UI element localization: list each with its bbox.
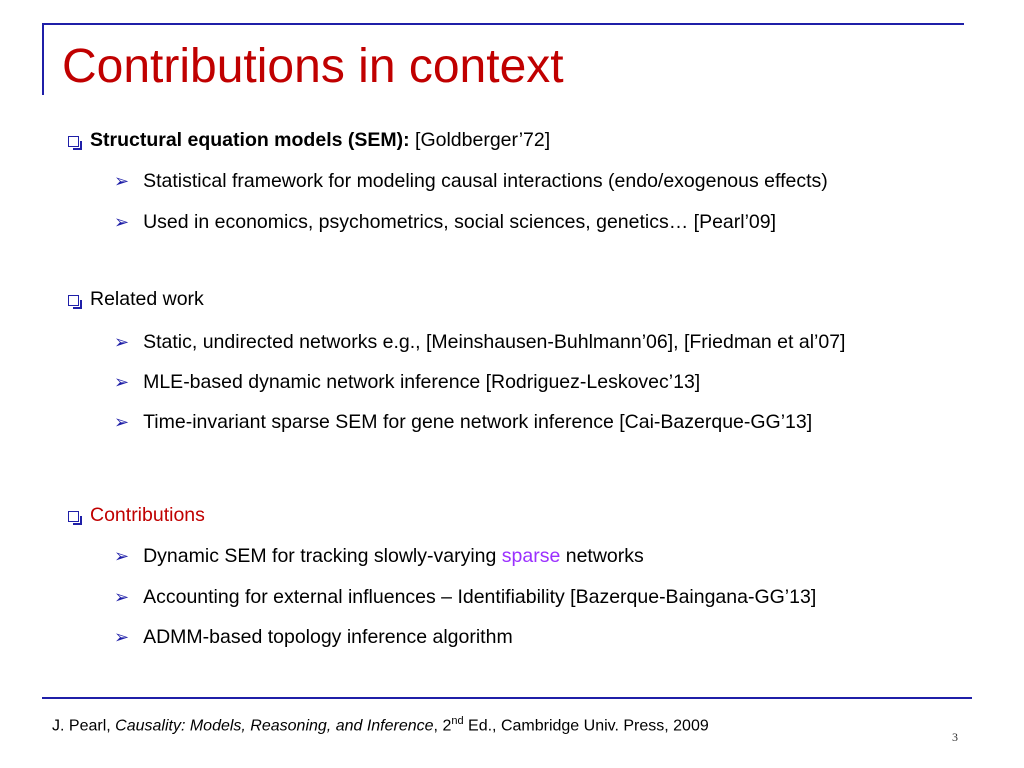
section-heading-citation: [Goldberger’72]: [409, 129, 551, 151]
section-heading: Contributions: [90, 504, 205, 526]
page-number: 3: [952, 730, 958, 744]
list-item-text: Statistical framework for modeling causal interactions (endo/exogenous effects): [143, 170, 828, 192]
list-item: [114, 543, 644, 569]
footer-edition: , 2: [433, 717, 452, 735]
list-item: [114, 168, 828, 194]
section-contributions-heading: [68, 502, 205, 528]
hollow-square-bullet-icon: [68, 295, 79, 306]
list-item-text-pre: Dynamic SEM for tracking slowly-varying: [143, 545, 502, 567]
arrow-bullet-icon: ➢: [114, 372, 130, 392]
list-item-highlight: sparse: [501, 545, 561, 567]
list-item: [114, 584, 816, 610]
footer-reference: [52, 710, 709, 737]
footer-author: J. Pearl,: [52, 717, 116, 735]
title-frame-left-rule: [42, 23, 44, 95]
list-item: [114, 624, 513, 650]
list-item: [114, 409, 812, 435]
list-item: [114, 209, 776, 235]
list-item-text: Time-invariant sparse SEM for gene network inference [Cai-Bazerque-GG’13]: [143, 411, 813, 433]
section-heading-bold: Structural equation models (SEM):: [90, 129, 410, 151]
list-item: [114, 329, 845, 355]
arrow-bullet-icon: ➢: [114, 627, 130, 647]
arrow-bullet-icon: ➢: [114, 546, 130, 566]
footer-edition-sup: nd: [451, 715, 464, 727]
list-item-text: ADMM-based topology inference algorithm: [143, 626, 513, 648]
list-item: [114, 369, 700, 395]
arrow-bullet-icon: ➢: [114, 212, 130, 232]
arrow-bullet-icon: ➢: [114, 332, 130, 352]
section-heading: Related work: [90, 288, 204, 310]
section-sem-heading: [68, 127, 550, 153]
list-item-text: MLE-based dynamic network inference [Rodriguez-Leskovec’13]: [143, 371, 701, 393]
slide-title: Contributions in context: [62, 40, 564, 93]
hollow-square-bullet-icon: [68, 136, 79, 147]
footer-publisher: Ed., Cambridge Univ. Press, 2009: [463, 717, 709, 735]
list-item-text: Accounting for external influences – Identifiability [Bazerque-Baingana-GG’13]: [143, 586, 817, 608]
list-item-text: Used in economics, psychometrics, social sciences, genetics… [Pearl’09]: [143, 211, 777, 233]
arrow-bullet-icon: ➢: [114, 587, 130, 607]
arrow-bullet-icon: ➢: [114, 171, 130, 191]
section-related-work-heading: [68, 286, 204, 312]
hollow-square-bullet-icon: [68, 511, 79, 522]
arrow-bullet-icon: ➢: [114, 412, 130, 432]
footer-rule: [42, 697, 972, 699]
list-item-text: Static, undirected networks e.g., [Meinshausen-Buhlmann’06], [Friedman et al’07]: [143, 331, 846, 353]
title-frame-top-rule: [42, 23, 964, 25]
footer-book-title: Causality: Models, Reasoning, and Inference: [115, 717, 434, 735]
list-item-text-post: networks: [560, 545, 644, 567]
